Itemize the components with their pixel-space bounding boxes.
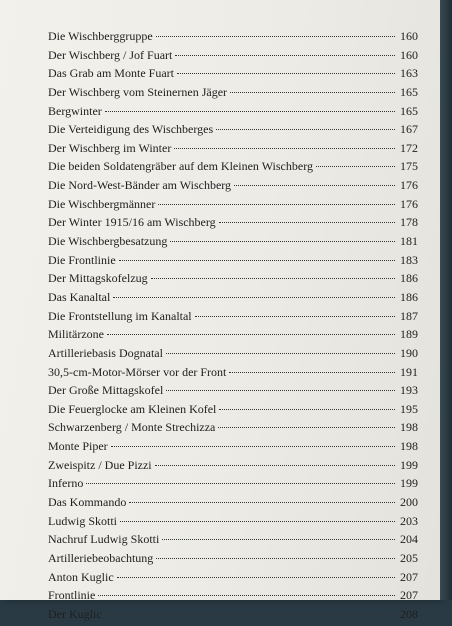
toc-entry-title: Zweispitz / Due Pizzi xyxy=(48,457,152,472)
toc-entry-title: Der Mittagskofelzug xyxy=(48,271,148,286)
toc-entry-page: 167 xyxy=(400,122,418,137)
toc-entry-page: 195 xyxy=(400,401,418,416)
dot-leader xyxy=(229,372,395,373)
toc-entry-title: Monte Piper xyxy=(48,439,108,454)
toc-entry xyxy=(48,122,418,141)
dot-leader xyxy=(230,92,395,93)
toc-entry-title: Der Wischberg / Jof Fuart xyxy=(48,47,173,62)
table-of-contents xyxy=(48,29,418,626)
toc-entry-title: Das Kommando xyxy=(48,495,127,510)
dot-leader xyxy=(219,409,395,410)
toc-entry-title: 30,5-cm-Motor-Mörser vor der Front xyxy=(48,364,227,379)
toc-entry xyxy=(48,309,418,328)
toc-entry-page: 165 xyxy=(400,84,418,99)
toc-entry-title: Das Kanaltal xyxy=(48,289,111,304)
toc-entry xyxy=(48,365,418,384)
toc-entry-page: 198 xyxy=(400,420,418,435)
dot-leader xyxy=(111,446,395,447)
toc-entry-title: Nachruf Ludwig Skotti xyxy=(48,532,160,547)
toc-entry-title: Die Wischbergbesatzung xyxy=(48,234,168,249)
toc-entry xyxy=(48,141,418,160)
toc-entry-page: 186 xyxy=(400,271,418,286)
toc-entry xyxy=(48,29,418,48)
dot-leader xyxy=(234,185,395,186)
toc-entry-page: 207 xyxy=(400,569,418,584)
toc-entry xyxy=(48,439,418,458)
dot-leader xyxy=(316,166,395,167)
toc-entry-title: Artilleriebasis Dognatal xyxy=(48,345,163,360)
toc-entry-page: 189 xyxy=(400,327,418,342)
toc-entry xyxy=(48,402,418,421)
dot-leader xyxy=(174,148,395,149)
dot-leader xyxy=(151,278,395,279)
dot-leader xyxy=(156,36,395,37)
toc-entry xyxy=(48,234,418,253)
toc-entry xyxy=(48,607,418,626)
dot-leader xyxy=(107,334,395,335)
toc-entry xyxy=(48,290,418,309)
toc-entry xyxy=(48,197,418,216)
toc-entry-title: Bergwinter xyxy=(48,103,102,118)
dot-leader xyxy=(117,577,395,578)
toc-entry-page: 199 xyxy=(400,457,418,472)
toc-entry-page: 178 xyxy=(400,215,418,230)
dot-leader xyxy=(113,297,395,298)
toc-entry-page: 176 xyxy=(400,196,418,211)
toc-entry-page: 160 xyxy=(400,47,418,62)
toc-entry xyxy=(48,346,418,365)
toc-entry xyxy=(48,104,418,123)
toc-entry xyxy=(48,327,418,346)
toc-entry-page: 203 xyxy=(400,513,418,528)
toc-entry-page: 160 xyxy=(400,29,418,43)
toc-entry xyxy=(48,215,418,234)
toc-entry xyxy=(48,495,418,514)
toc-entry-title: Frontlinie xyxy=(48,588,96,603)
toc-entry-title: Die Frontlinie xyxy=(48,252,116,267)
toc-entry xyxy=(48,420,418,439)
dot-leader xyxy=(177,73,395,74)
dot-leader xyxy=(129,502,395,503)
toc-entry-title: Ludwig Skotti xyxy=(48,513,118,528)
toc-entry-title: Die Verteidigung des Wischberges xyxy=(48,122,214,137)
toc-entry-title: Artilleriebeobachtung xyxy=(48,550,154,565)
toc-entry xyxy=(48,588,418,607)
toc-entry-page: 190 xyxy=(400,345,418,360)
toc-entry xyxy=(48,253,418,272)
toc-entry-title: Die Feuerglocke am Kleinen Kofel xyxy=(48,401,217,416)
dot-leader xyxy=(105,111,395,112)
toc-entry-page: 208 xyxy=(400,606,418,621)
dot-leader xyxy=(86,483,395,484)
dot-leader xyxy=(166,390,395,391)
toc-entry-page: 187 xyxy=(400,308,418,323)
toc-entry-title: Der Wischberg vom Steinernen Jäger xyxy=(48,84,228,99)
toc-entry-page: 205 xyxy=(400,550,418,565)
toc-entry-title: Der Winter 1915/16 am Wischberg xyxy=(48,215,216,230)
toc-entry xyxy=(48,570,418,589)
dot-leader xyxy=(105,614,395,615)
toc-entry-title: Die Wischbergmänner xyxy=(48,196,156,211)
dot-leader xyxy=(162,539,395,540)
toc-entry-page: 204 xyxy=(400,532,418,547)
toc-entry-title: Die beiden Soldatengräber auf dem Kleinen Wischberg xyxy=(48,159,313,174)
dot-leader xyxy=(155,465,395,466)
toc-entry xyxy=(48,159,418,178)
toc-entry-page: 172 xyxy=(400,140,418,155)
toc-entry xyxy=(48,551,418,570)
toc-entry-page: 183 xyxy=(400,252,418,267)
dot-leader xyxy=(175,55,395,56)
dot-leader xyxy=(120,521,395,522)
toc-entry-page: 163 xyxy=(400,66,418,81)
toc-entry xyxy=(48,85,418,104)
toc-entry-page: 207 xyxy=(400,588,418,603)
toc-entry-page: 191 xyxy=(400,364,418,379)
page-edge-shadow xyxy=(440,0,452,600)
dot-leader xyxy=(156,558,395,559)
toc-entry-title: Die Wischberggruppe xyxy=(48,29,153,43)
toc-entry xyxy=(48,458,418,477)
dot-leader xyxy=(170,241,395,242)
toc-entry-page: 181 xyxy=(400,234,418,249)
toc-entry-title: Inferno xyxy=(48,476,84,491)
toc-entry-title: Militärzone xyxy=(48,327,104,342)
toc-entry xyxy=(48,532,418,551)
toc-entry xyxy=(48,383,418,402)
toc-entry-title: Die Frontstellung im Kanaltal xyxy=(48,308,192,323)
toc-entry xyxy=(48,476,418,495)
dot-leader xyxy=(219,222,395,223)
toc-entry-title: Schwarzenberg / Monte Strechizza xyxy=(48,420,216,435)
toc-entry-page: 198 xyxy=(400,439,418,454)
toc-entry-page: 186 xyxy=(400,289,418,304)
toc-entry-title: Anton Kuglic xyxy=(48,569,114,584)
toc-entry-page: 176 xyxy=(400,178,418,193)
toc-entry xyxy=(48,271,418,290)
dot-leader xyxy=(119,260,395,261)
toc-entry-page: 200 xyxy=(400,495,418,510)
dot-leader xyxy=(98,595,395,596)
dot-leader xyxy=(218,427,395,428)
dot-leader xyxy=(158,204,395,205)
toc-entry-title: Die Nord-West-Bänder am Wischberg xyxy=(48,178,232,193)
dot-leader xyxy=(195,316,395,317)
toc-entry xyxy=(48,514,418,533)
toc-entry xyxy=(48,66,418,85)
toc-entry-title: Der Große Mittagskofel xyxy=(48,383,164,398)
dot-leader xyxy=(166,353,395,354)
toc-entry-title: Der Kuglic xyxy=(48,606,102,621)
toc-entry-title: Das Grab am Monte Fuart xyxy=(48,66,174,81)
toc-entry-page: 175 xyxy=(400,159,418,174)
toc-entry xyxy=(48,178,418,197)
toc-entry xyxy=(48,48,418,67)
toc-entry-page: 165 xyxy=(400,103,418,118)
toc-entry-title: Der Wischberg im Winter xyxy=(48,140,172,155)
toc-entry-page: 199 xyxy=(400,476,418,491)
toc-entry-page: 193 xyxy=(400,383,418,398)
dot-leader xyxy=(216,129,395,130)
